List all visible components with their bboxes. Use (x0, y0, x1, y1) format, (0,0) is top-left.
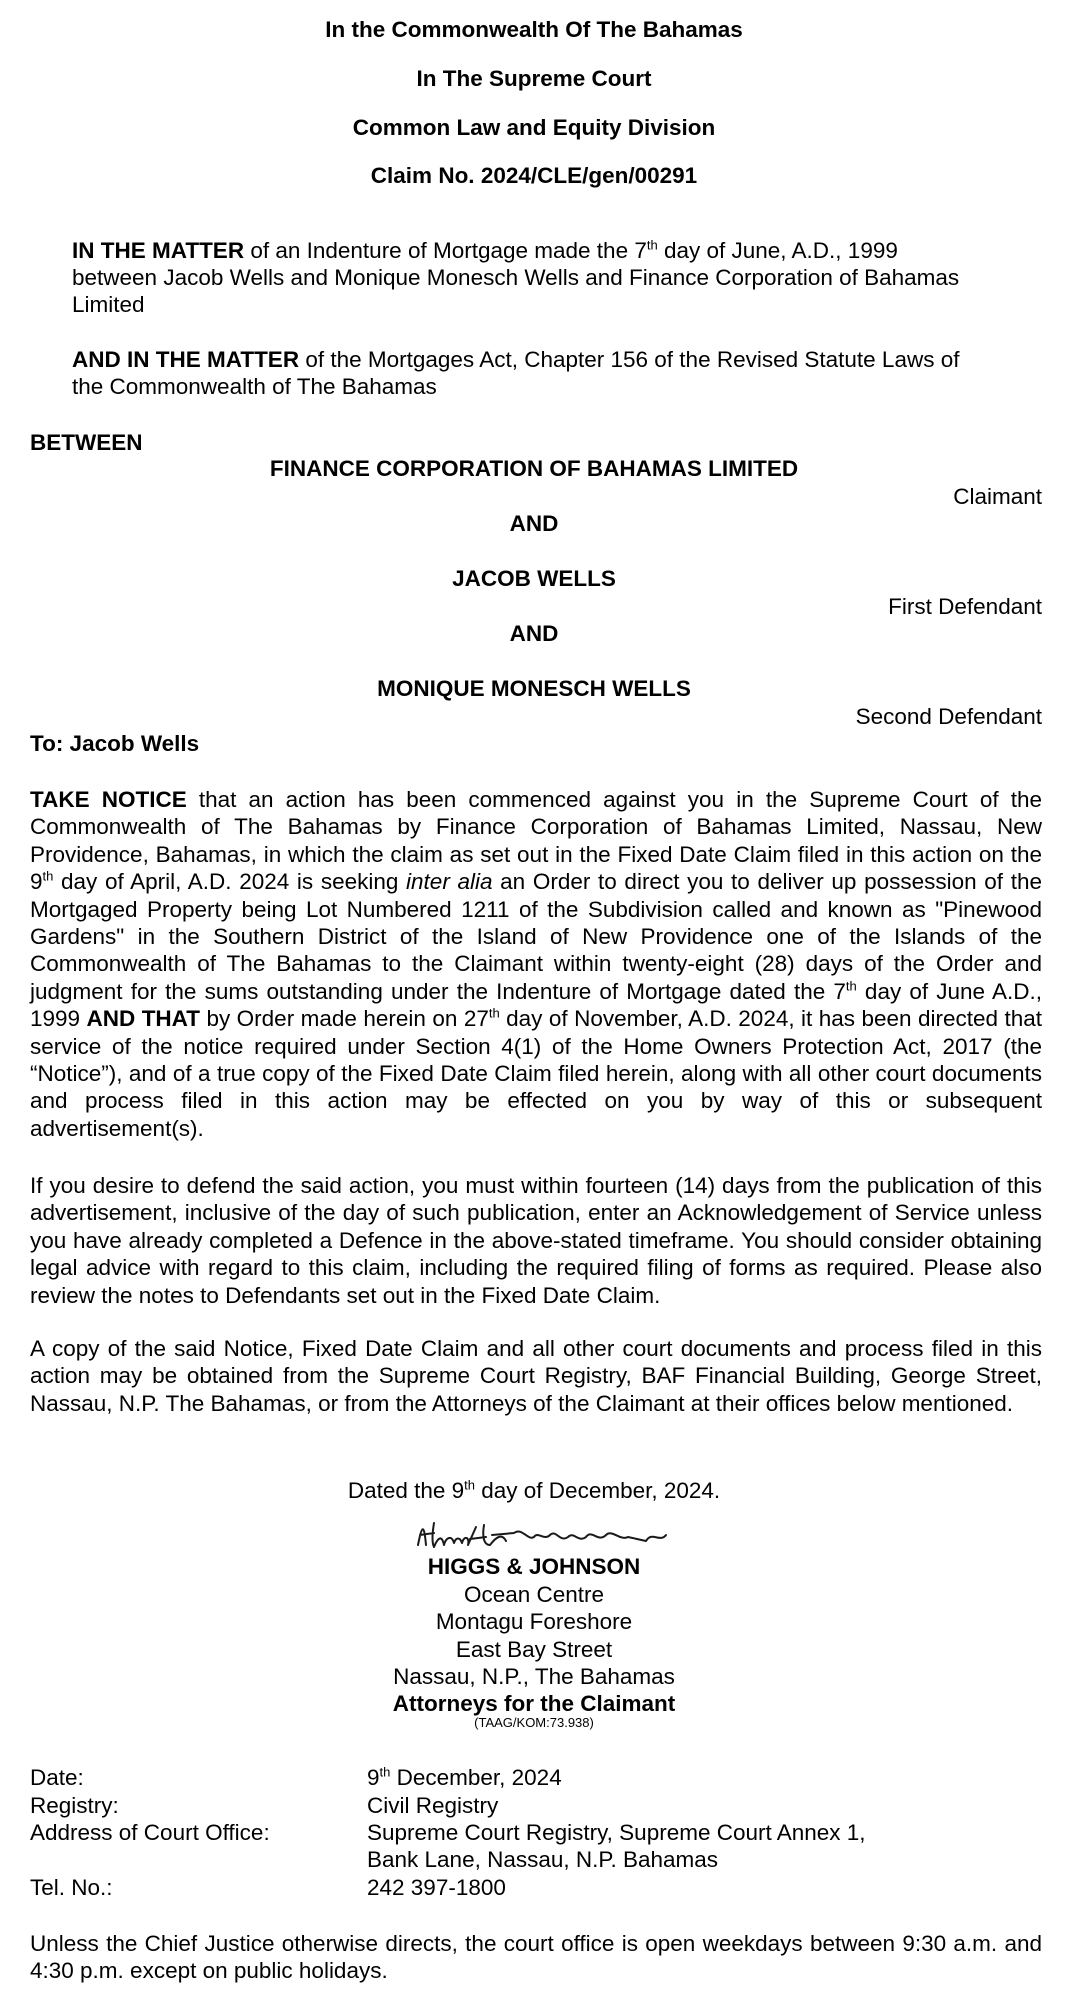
attorneys-role: Attorneys for the Claimant (392, 1691, 676, 1716)
defend-paragraph: If you desire to defend the said action, you must within fourteen (14) days from the publication of this advertisement, inclusive of the day of such publication, enter an Acknowledgement of Service unless you have already completed a Defence in the above-stated timeframe. You should consider obtaining legal advice with regard to this claim, including the required filing of forms as required. Please also review the notes to Defendants set out in the Fixed Date Claim. (30, 1173, 1042, 1308)
and-separator-2: AND (509, 621, 559, 646)
firm-address-line-1: Ocean Centre (463, 1582, 605, 1607)
claimant-role: Claimant (953, 484, 1042, 509)
matter-mortgage: IN THE MATTER of an Indenture of Mortgage made the 7th day of June, A.D., 1999 between Jacob Wells and Monique Monesch Wells and Finance Corporation of Bahamas Limited (72, 237, 960, 317)
heading-division: Common Law and Equity Division (352, 115, 716, 140)
second-defendant-name: MONIQUE MONESCH WELLS (377, 676, 691, 701)
office-hours-note: Unless the Chief Justice otherwise directs, the court office is open weekdays between 9:30 a.m. and 4:30 p.m. except on public holidays. (30, 1931, 1042, 1984)
first-defendant-role: First Defendant (888, 594, 1042, 619)
tel-label: Tel. No.: (30, 1875, 113, 1900)
firm-address-line-4: Nassau, N.P., The Bahamas (393, 1664, 675, 1689)
handwritten-signature (410, 1515, 690, 1555)
second-defendant-role: Second Defendant (855, 704, 1042, 729)
first-defendant-name: JACOB WELLS (452, 566, 616, 591)
between-label: BETWEEN (30, 430, 143, 455)
heading-supreme-court: In The Supreme Court (416, 66, 652, 91)
registry-value: Civil Registry (367, 1793, 499, 1818)
reference-code: (TAAG/KOM:73.938) (474, 1715, 594, 1730)
court-address-line-1: Supreme Court Registry, Supreme Court Annex 1, (367, 1820, 866, 1845)
addressee: To: Jacob Wells (30, 731, 200, 756)
firm-address-line-3: East Bay Street (455, 1637, 613, 1662)
firm-name: HIGGS & JOHNSON (427, 1554, 641, 1579)
claimant-name: FINANCE CORPORATION OF BAHAMAS LIMITED (269, 456, 799, 481)
court-address-label: Address of Court Office: (30, 1820, 270, 1845)
take-notice-paragraph: TAKE NOTICE that an action has been commenced against you in the Supreme Court of the Commonwealth of The Bahamas by Finance Corporation of Bahamas Limited, Nassau, New Providence, Bahamas, in which the claim as set out in the Fixed Date Claim filed in this action on the 9th day of April, A.D. 2024 is seeking inter alia an Order to direct you to deliver up possession of the Mortgaged Property being Lot Numbered 1211 of the Subdivision called and known as "Pinewood Gardens" in the Southern District of the Island of New Providence one of the Islands of the Commonwealth of The Bahamas to the Claimant within twenty-eight (28) days of the Order and judgment for the sums outstanding under the Indenture of Mortgage dated the 7th day of June A.D., 1999 AND THAT by Order made herein on 27th day of November, A.D. 2024, it has been directed that service of the notice required under Section 4(1) of the Home Owners Protection Act, 2017 (the “Notice”), and of a true copy of the Fixed Date Claim filed herein, along with all other court documents and process filed in this action may be effected on you by way of this or subsequent advertisement(s). (30, 787, 1042, 1141)
registry-label: Registry: (30, 1793, 119, 1818)
heading-claim-number: Claim No. 2024/CLE/gen/00291 (370, 163, 698, 188)
heading-commonwealth: In the Commonwealth Of The Bahamas (325, 17, 743, 42)
date-value: 9th December, 2024 (367, 1764, 562, 1790)
matter-mortgages-act: AND IN THE MATTER of the Mortgages Act, Chapter 156 of the Revised Statute Laws of the Commonwealth of The Bahamas (72, 347, 960, 399)
and-separator-1: AND (509, 511, 559, 536)
tel-value: 242 397-1800 (367, 1875, 506, 1900)
date-label: Date: (30, 1765, 84, 1790)
firm-address-line-2: Montagu Foreshore (435, 1609, 633, 1634)
dated-line: Dated the 9th day of December, 2024. (347, 1477, 721, 1503)
court-address-line-2: Bank Lane, Nassau, N.P. Bahamas (367, 1847, 719, 1872)
copy-paragraph: A copy of the said Notice, Fixed Date Claim and all other court documents and process filed in this action may be obtained from the Supreme Court Registry, BAF Financial Building, George Street, Nassau, N.P. The Bahamas, or from the Attorneys of the Claimant at their offices below mentioned. (30, 1336, 1042, 1416)
